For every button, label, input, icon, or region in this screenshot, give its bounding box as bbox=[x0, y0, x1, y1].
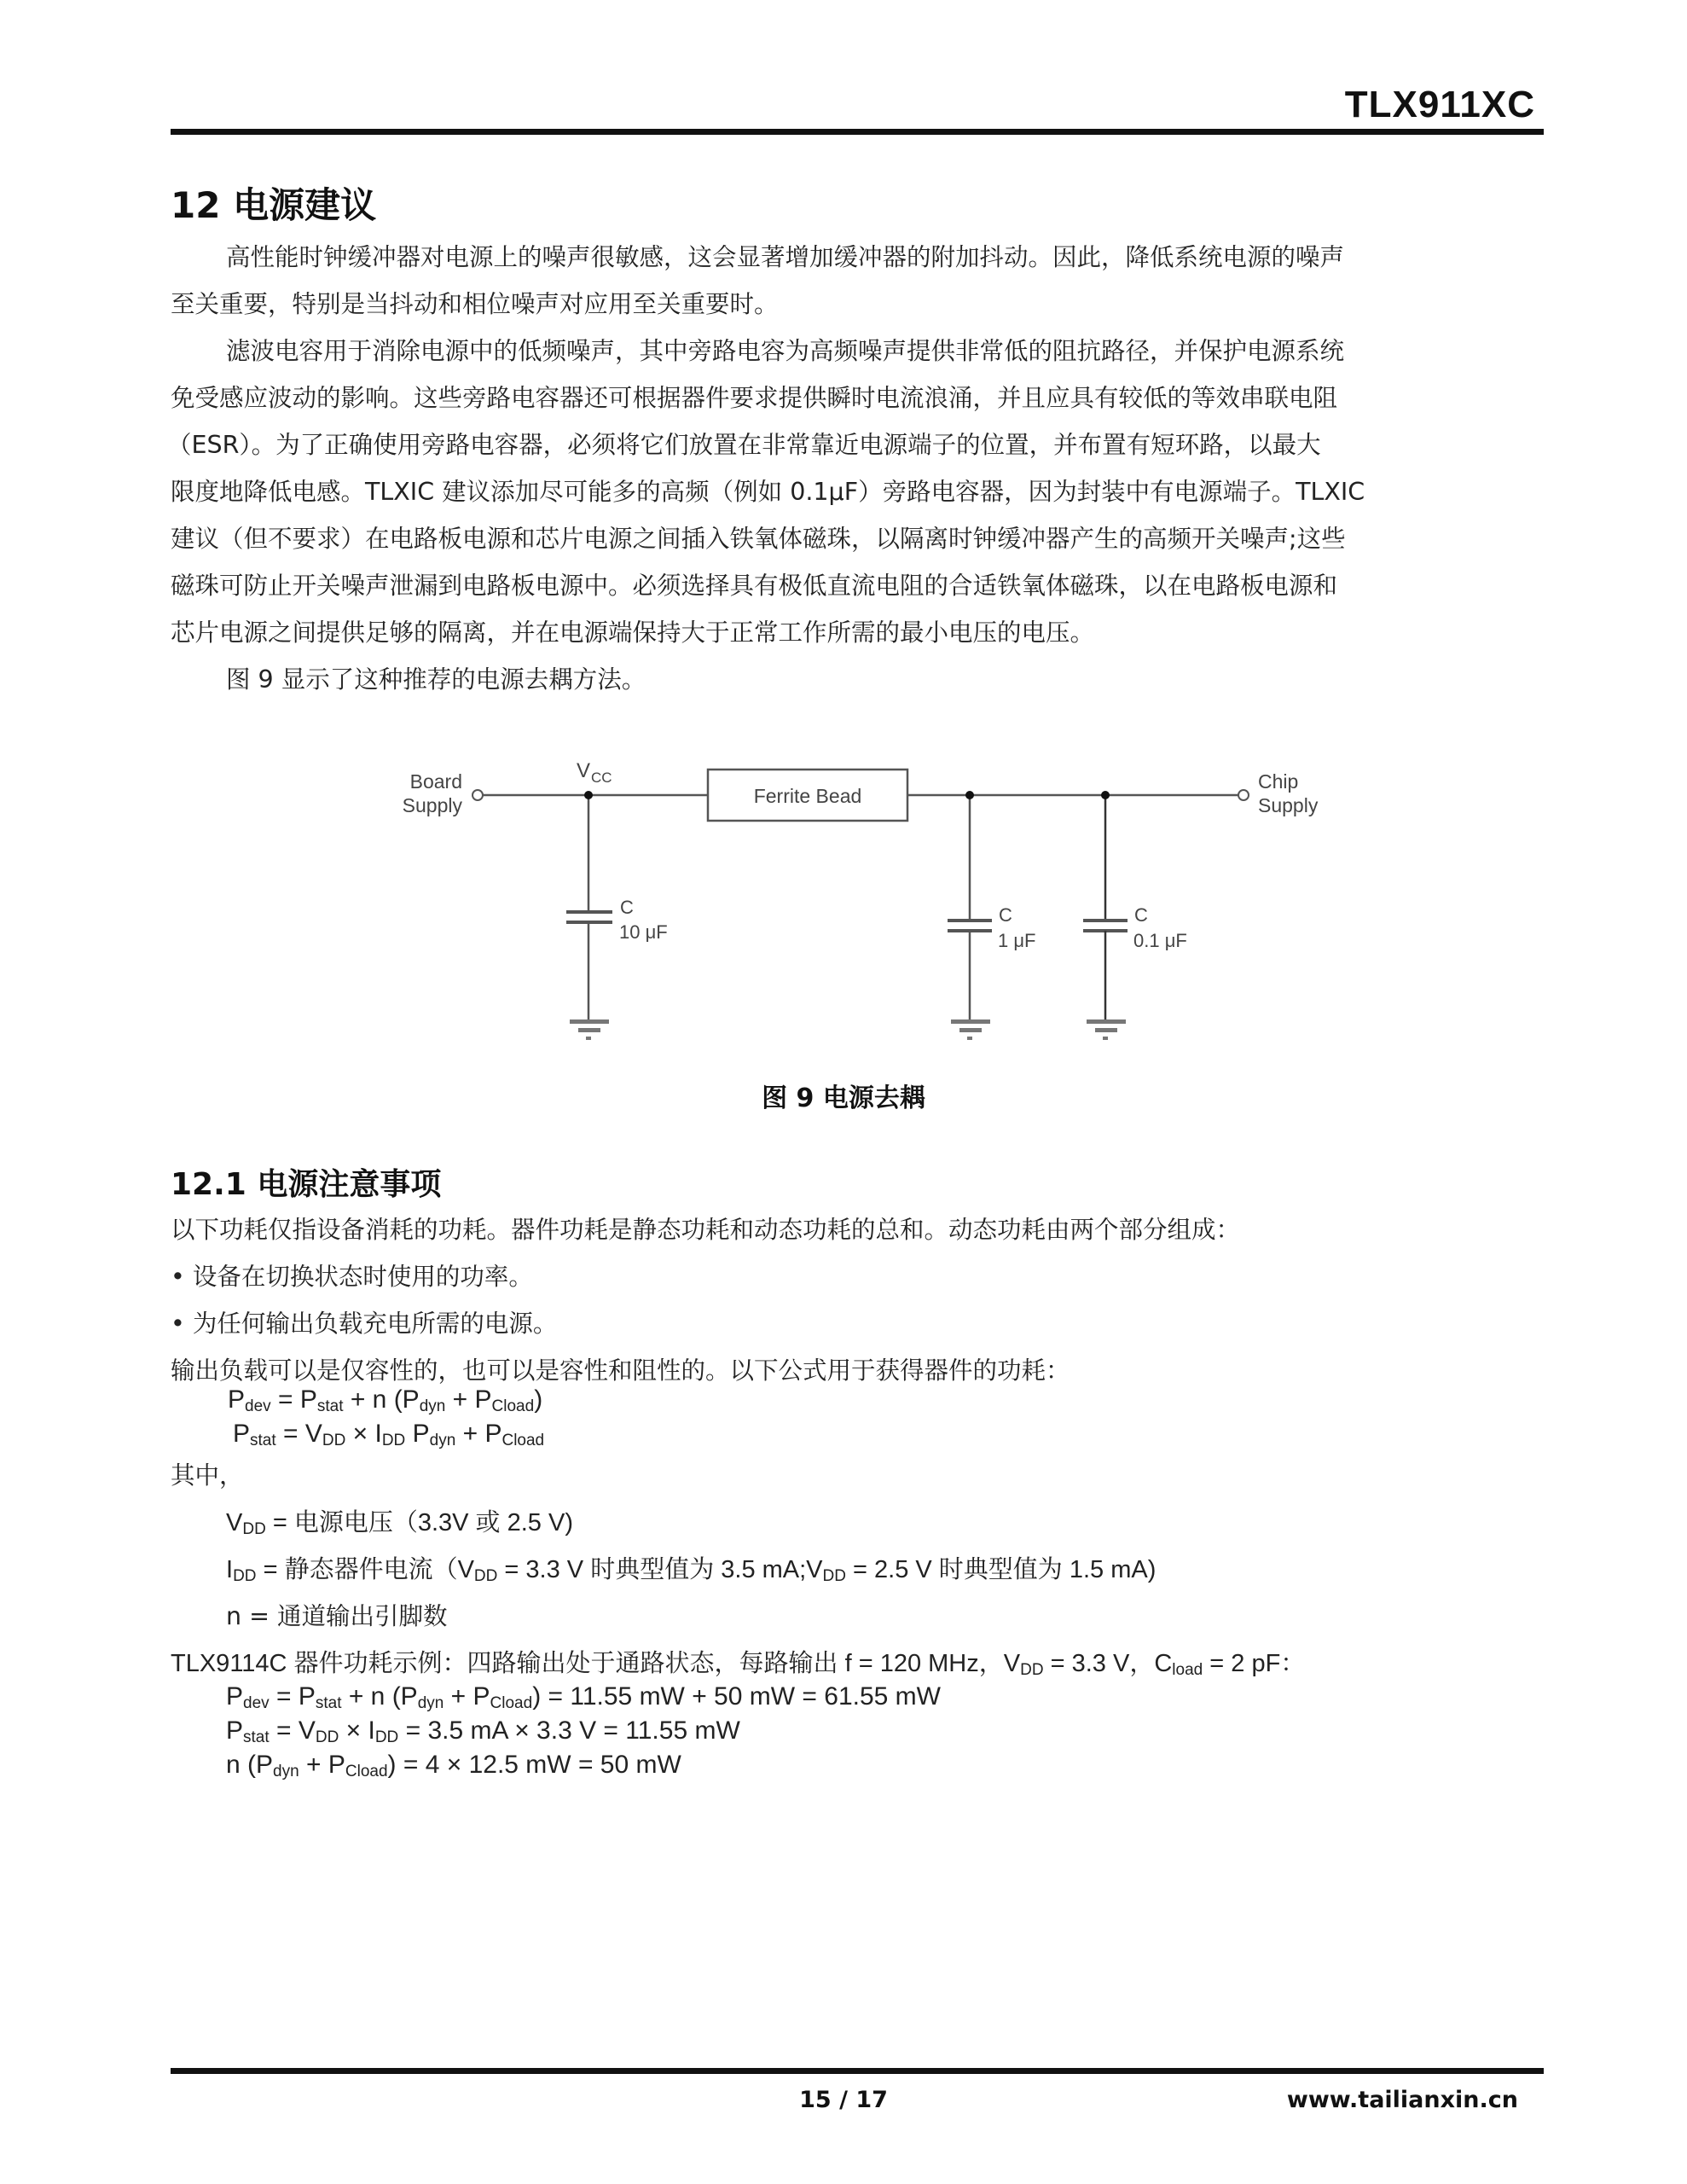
board-supply-label-1: Board bbox=[409, 770, 462, 793]
formula-pstat: $P_{stat} = V_{DD} \times I_{DD}$ $P_{dyn} + P_{Cload}$ bbox=[233, 1420, 545, 1449]
example-formula-pdev: $P_{dev} = P_{stat} + n$ $(P_{dyn} + P_{Cload}) = 11.55$ mW + 50 mW = 61.55 mW bbox=[226, 1682, 941, 1712]
section-12-1-title: 12.1 电源注意事项 bbox=[171, 1167, 442, 1202]
paragraph-line: 建议（但不要求）在电路板电源和芯片电源之间插入铁氧体磁珠，以隔离时钟缓冲器产生的高频开关噪声;这些 bbox=[171, 525, 1346, 553]
definition-idd: $I_{DD}$ = 静态器件电流（$V_{DD} = 3.3$ V 时典型值为 3.5 $mA;V_{DD} = 2.5$ V 时典型值为 1.5 mA) bbox=[226, 1556, 1157, 1585]
header-rule bbox=[171, 129, 1544, 135]
node-dot bbox=[1101, 791, 1110, 799]
paragraph-line: 图 9 显示了这种推荐的电源去耦方法。 bbox=[226, 665, 646, 694]
paragraph-line: 磁珠可防止开关噪声泄漏到电路板电源中。必须选择具有极低直流电阻的合适铁氧体磁珠，以在电路板电源和 bbox=[171, 572, 1338, 600]
definition-vdd: $V_{DD}$ = 电源电压（3.3V 或 2.5 V) bbox=[226, 1509, 573, 1538]
paragraph-line: 限度地降低电感。TLXIC 建议添加尽可能多的高频（例如 0.1μF）旁路电容器，因为封装中有电源端子。TLXIC bbox=[171, 478, 1365, 506]
cap3-name: C bbox=[1134, 904, 1148, 926]
section-12-title: 12 电源建议 bbox=[171, 184, 377, 226]
paragraph-line: 高性能时钟缓冲器对电源上的噪声很敏感，这会显著增加缓冲器的附加抖动。因此，降低系统电源的噪声 bbox=[226, 243, 1345, 271]
formula-pdev: $P_{dev} = P_{stat} + n$ $(P_{dyn} + P_{Cload})$ bbox=[228, 1385, 543, 1415]
paragraph-line: 滤波电容用于消除电源中的低频噪声，其中旁路电容为高频噪声提供非常低的阻抗路径，并保护电源系统 bbox=[226, 337, 1345, 365]
ground-symbols bbox=[570, 1019, 1126, 1040]
website-link[interactable]: www.tailianxin.cn bbox=[1286, 2087, 1518, 2113]
cap2-value: 1 μF bbox=[998, 930, 1036, 951]
document-id-header: TLX911XC bbox=[1344, 84, 1535, 125]
cap1-name: C bbox=[620, 897, 634, 918]
ground-icon bbox=[570, 1019, 609, 1024]
example-description: TLX9114C 器件功耗示例：四路输出处于通路状态，每路输出 f = 120 MHz，$V_{DD} = 3.3$ V，$C_{load} = 2$ pF： bbox=[171, 1650, 1306, 1679]
node-dot bbox=[965, 791, 974, 799]
bullet-item: • 设备在切换状态时使用的功率。 bbox=[171, 1263, 533, 1291]
cap1-value: 10 μF bbox=[619, 921, 668, 943]
page-number: 15 / 17 bbox=[799, 2087, 888, 2113]
ground-icon bbox=[1087, 1019, 1126, 1024]
vcc-node-dot bbox=[584, 791, 593, 799]
board-supply-label-2: Supply bbox=[402, 794, 462, 816]
where-label: 其中， bbox=[171, 1461, 244, 1490]
example-formula-pstat: $P_{stat} = V_{DD} \times I_{DD} = 3.5$ mA × 3.3 V = 11.55 mW bbox=[226, 1716, 740, 1746]
chip-supply-label-2: Supply bbox=[1258, 794, 1319, 816]
chip-supply-terminal bbox=[1238, 790, 1249, 800]
example-formula-n: n $(P_{dyn} + P_{Cload}) = 4 \times 12.5$ mW = 50 mW bbox=[226, 1751, 681, 1780]
ferrite-bead-label: Ferrite Bead bbox=[753, 785, 862, 807]
figure-9-caption: 图 9 电源去耦 bbox=[762, 1083, 925, 1113]
paragraph-line: 芯片电源之间提供足够的隔离，并在电源端保持大于正常工作所需的最小电压的电压。 bbox=[171, 619, 1095, 647]
paragraph-line: 免受感应波动的影响。这些旁路电容器还可根据器件要求提供瞬时电流浪涌，并且应具有较低的等效串联电阻 bbox=[171, 384, 1338, 412]
paragraph-line: （ESR）。为了正确使用旁路电容器，必须将它们放置在非常靠近电源端子的位置，并布置有短环路，以最大 bbox=[167, 431, 1321, 459]
chip-supply-label-1: Chip bbox=[1258, 770, 1299, 793]
bullet-item: • 为任何输出负载充电所需的电源。 bbox=[171, 1310, 558, 1338]
board-supply-terminal bbox=[472, 790, 483, 800]
footer-rule bbox=[171, 2068, 1544, 2074]
vcc-subscript: CC bbox=[591, 770, 612, 786]
power-decoupling-schematic bbox=[375, 734, 1365, 1058]
ground-icon bbox=[951, 1019, 990, 1024]
cap2-name: C bbox=[999, 904, 1012, 926]
vcc-label: V bbox=[577, 759, 591, 782]
intro-text: 以下功耗仅指设备消耗的功耗。器件功耗是静态功耗和动态功耗的总和。动态功耗由两个部分组成： bbox=[171, 1216, 1241, 1244]
definition-n: n = 通道输出引脚数 bbox=[226, 1602, 448, 1630]
cap3-value: 0.1 μF bbox=[1133, 930, 1187, 951]
paragraph-line: 至关重要，特别是当抖动和相位噪声对应用至关重要时。 bbox=[171, 290, 779, 318]
load-text: 输出负载可以是仅容性的，也可以是容性和阻性的。以下公式用于获得器件的功耗： bbox=[171, 1356, 1070, 1385]
